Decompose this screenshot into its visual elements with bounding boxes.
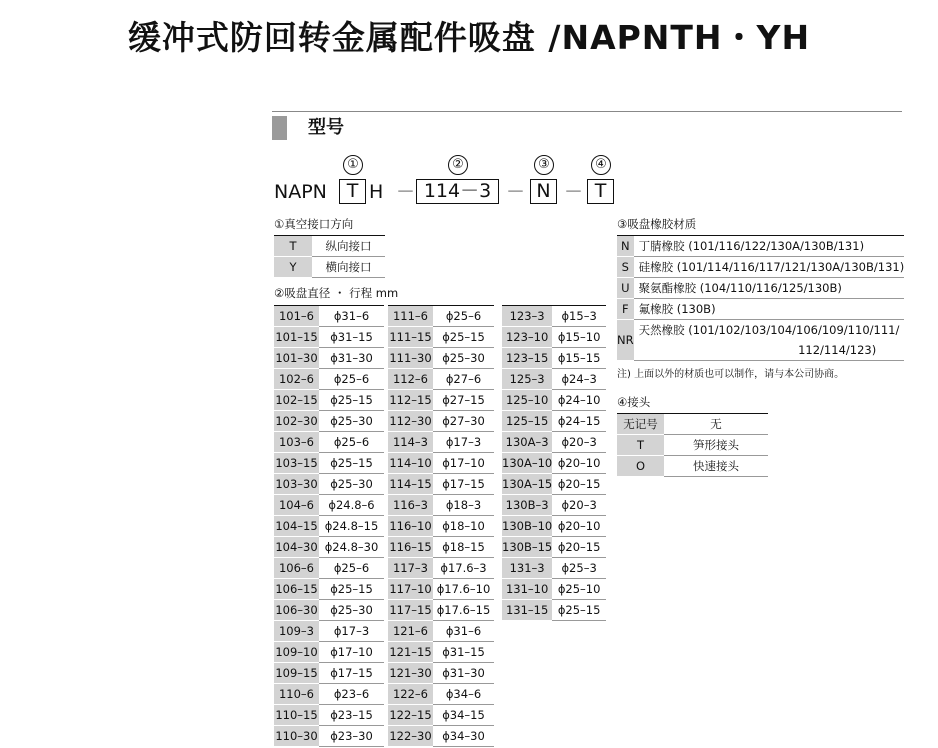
diameter-stroke-value: ϕ25–6 bbox=[319, 558, 384, 579]
diameter-table-col1 bbox=[274, 305, 384, 747]
diameter-stroke-value: ϕ31–6 bbox=[433, 621, 494, 642]
table-row bbox=[617, 236, 904, 257]
model-size-code: 130A–10 bbox=[502, 453, 552, 474]
table-row bbox=[502, 411, 606, 432]
table-row bbox=[617, 414, 768, 435]
model-size-code: 102–6 bbox=[274, 369, 319, 390]
table-row bbox=[274, 558, 384, 579]
diameter-stroke-value: ϕ17.6–3 bbox=[433, 558, 494, 579]
diameter-stroke-value: ϕ25–30 bbox=[433, 348, 494, 369]
model-size-code: 125–15 bbox=[502, 411, 552, 432]
table-row bbox=[388, 474, 494, 495]
table-row bbox=[388, 684, 494, 705]
table-row bbox=[502, 516, 606, 537]
connector-code: 无记号 bbox=[617, 414, 664, 435]
rubber-code: NR bbox=[617, 320, 634, 361]
table-row bbox=[502, 369, 606, 390]
model-size-code: 114–3 bbox=[388, 432, 433, 453]
model-size-code: 123–15 bbox=[502, 348, 552, 369]
diameter-stroke-value: ϕ17.6–10 bbox=[433, 579, 494, 600]
table-row bbox=[388, 306, 494, 327]
diameter-stroke-value: ϕ20–3 bbox=[552, 432, 606, 453]
table-row bbox=[617, 278, 904, 299]
diameter-stroke-value: ϕ24–3 bbox=[552, 369, 606, 390]
diameter-stroke-value: ϕ25–10 bbox=[552, 579, 606, 600]
code-dash-2: － bbox=[506, 181, 526, 203]
table-row bbox=[617, 299, 904, 320]
code-box-size: 114－3 bbox=[416, 179, 499, 204]
model-size-code: 109–10 bbox=[274, 642, 319, 663]
port-desc: 纵向接口 bbox=[312, 236, 385, 257]
table-row bbox=[502, 558, 606, 579]
diameter-stroke-value: ϕ23–30 bbox=[319, 726, 384, 747]
diameter-stroke-value: ϕ24–10 bbox=[552, 390, 606, 411]
model-size-code: 101–15 bbox=[274, 327, 319, 348]
table-row bbox=[274, 453, 384, 474]
model-size-code: 131–15 bbox=[502, 600, 552, 621]
page-title: 缓冲式防回转金属配件吸盘 /NAPNTH・YH bbox=[127, 18, 811, 57]
model-size-code: 114–10 bbox=[388, 453, 433, 474]
table-row bbox=[274, 432, 384, 453]
diameter-stroke-value: ϕ20–10 bbox=[552, 516, 606, 537]
diameter-table-col3 bbox=[502, 305, 606, 621]
diameter-stroke-value: ϕ25–3 bbox=[552, 558, 606, 579]
table-row bbox=[274, 537, 384, 558]
diameter-stroke-value: ϕ15–10 bbox=[552, 327, 606, 348]
table-row bbox=[388, 705, 494, 726]
model-size-code: 106–30 bbox=[274, 600, 319, 621]
model-size-code: 103–15 bbox=[274, 453, 319, 474]
diameter-stroke-value: ϕ20–15 bbox=[552, 474, 606, 495]
table-row bbox=[502, 495, 606, 516]
rubber-desc-line2: 112/114/123) bbox=[798, 343, 877, 357]
port-code: T bbox=[274, 236, 312, 257]
rubber-code: F bbox=[617, 299, 634, 320]
code-box-connector: T bbox=[587, 179, 614, 204]
model-heading-label: 型号 bbox=[308, 117, 344, 138]
header-rule bbox=[272, 111, 902, 112]
diameter-stroke-value: ϕ34–15 bbox=[433, 705, 494, 726]
model-size-code: 117–15 bbox=[388, 600, 433, 621]
rubber-table bbox=[617, 235, 904, 361]
table-row bbox=[388, 600, 494, 621]
diameter-table-col2 bbox=[388, 305, 494, 747]
model-size-code: 114–15 bbox=[388, 474, 433, 495]
model-size-code: 123–3 bbox=[502, 306, 552, 327]
table-row bbox=[274, 236, 385, 257]
rubber-desc: 丁腈橡胶 (101/116/122/130A/130B/131) bbox=[634, 236, 905, 257]
table-row bbox=[274, 663, 384, 684]
diameter-stroke-value: ϕ18–10 bbox=[433, 516, 494, 537]
model-size-code: 130A–15 bbox=[502, 474, 552, 495]
table-row bbox=[388, 411, 494, 432]
table-row bbox=[502, 306, 606, 327]
table-row bbox=[274, 642, 384, 663]
code-dash-3: － bbox=[564, 181, 584, 203]
model-size-code: 116–3 bbox=[388, 495, 433, 516]
diameter-stroke-value: ϕ24.8–15 bbox=[319, 516, 384, 537]
diameter-stroke-value: ϕ17–15 bbox=[319, 663, 384, 684]
table-row bbox=[502, 453, 606, 474]
diameter-stroke-value: ϕ27–6 bbox=[433, 369, 494, 390]
diameter-stroke-value: ϕ31–30 bbox=[319, 348, 384, 369]
diameter-stroke-value: ϕ24.8–6 bbox=[319, 495, 384, 516]
port-code: Y bbox=[274, 257, 312, 278]
table-row bbox=[274, 600, 384, 621]
diameter-stroke-value: ϕ25–30 bbox=[319, 474, 384, 495]
marker-3: ③ bbox=[534, 155, 554, 175]
model-size-code: 122–6 bbox=[388, 684, 433, 705]
table-row bbox=[274, 390, 384, 411]
model-size-code: 111–30 bbox=[388, 348, 433, 369]
table-row bbox=[617, 435, 768, 456]
model-size-code: 117–3 bbox=[388, 558, 433, 579]
table-row bbox=[388, 495, 494, 516]
diameter-stroke-value: ϕ25–30 bbox=[319, 600, 384, 621]
diameter-stroke-value: ϕ34–30 bbox=[433, 726, 494, 747]
model-size-code: 130B–3 bbox=[502, 495, 552, 516]
model-size-code: 123–10 bbox=[502, 327, 552, 348]
model-size-code: 109–15 bbox=[274, 663, 319, 684]
model-size-code: 102–15 bbox=[274, 390, 319, 411]
rubber-code: U bbox=[617, 278, 634, 299]
diameter-stroke-value: ϕ23–6 bbox=[319, 684, 384, 705]
table-row bbox=[388, 642, 494, 663]
diameter-stroke-value: ϕ20–15 bbox=[552, 537, 606, 558]
diameter-stroke-value: ϕ27–15 bbox=[433, 390, 494, 411]
model-size-code: 122–30 bbox=[388, 726, 433, 747]
model-size-code: 130A–3 bbox=[502, 432, 552, 453]
heading-bar bbox=[272, 116, 287, 140]
code-box-rubber: N bbox=[530, 179, 557, 204]
table-row bbox=[274, 327, 384, 348]
table-row bbox=[617, 257, 904, 278]
code-box-port: T bbox=[339, 179, 366, 204]
diameter-stroke-value: ϕ25–15 bbox=[319, 390, 384, 411]
rubber-code: S bbox=[617, 257, 634, 278]
model-size-code: 104–6 bbox=[274, 495, 319, 516]
model-size-code: 103–6 bbox=[274, 432, 319, 453]
diameter-stroke-value: ϕ31–15 bbox=[319, 327, 384, 348]
diameter-stroke-value: ϕ18–3 bbox=[433, 495, 494, 516]
model-size-code: 125–3 bbox=[502, 369, 552, 390]
table-row bbox=[388, 579, 494, 600]
diameter-stroke-value: ϕ17–3 bbox=[433, 432, 494, 453]
diameter-stroke-value: ϕ31–15 bbox=[433, 642, 494, 663]
table-row bbox=[388, 348, 494, 369]
model-size-code: 131–10 bbox=[502, 579, 552, 600]
model-size-code: 112–6 bbox=[388, 369, 433, 390]
model-size-code: 106–6 bbox=[274, 558, 319, 579]
diameter-stroke-value: ϕ27–30 bbox=[433, 411, 494, 432]
vacuum-port-table bbox=[274, 235, 385, 278]
diameter-stroke-value: ϕ15–15 bbox=[552, 348, 606, 369]
vacuum-port-title: ①真空接口方向 bbox=[274, 217, 354, 231]
model-size-code: 109–3 bbox=[274, 621, 319, 642]
port-desc: 横向接口 bbox=[312, 257, 385, 278]
table-row bbox=[388, 327, 494, 348]
diameter-stroke-value: ϕ24.8–30 bbox=[319, 537, 384, 558]
table-row bbox=[274, 705, 384, 726]
diameter-stroke-value: ϕ15–3 bbox=[552, 306, 606, 327]
diameter-stroke-value: ϕ17–10 bbox=[433, 453, 494, 474]
connector-desc: 笋形接头 bbox=[664, 435, 768, 456]
model-size-code: 101–30 bbox=[274, 348, 319, 369]
rubber-desc-line1: 天然橡胶 (101/102/103/104/106/109/110/111/ bbox=[638, 323, 900, 337]
diameter-stroke-value: ϕ34–6 bbox=[433, 684, 494, 705]
diameter-stroke-value: ϕ25–15 bbox=[433, 327, 494, 348]
model-size-code: 104–30 bbox=[274, 537, 319, 558]
diameter-stroke-value: ϕ17–10 bbox=[319, 642, 384, 663]
table-row bbox=[617, 320, 904, 361]
model-size-code: 121–30 bbox=[388, 663, 433, 684]
table-row bbox=[502, 537, 606, 558]
model-size-code: 117–10 bbox=[388, 579, 433, 600]
code-middle: H bbox=[369, 181, 384, 203]
code-prefix: NAPN bbox=[274, 181, 327, 203]
diameter-stroke-value: ϕ25–15 bbox=[552, 600, 606, 621]
model-size-code: 116–10 bbox=[388, 516, 433, 537]
diameter-stroke-value: ϕ24–15 bbox=[552, 411, 606, 432]
model-size-code: 111–6 bbox=[388, 306, 433, 327]
table-row bbox=[274, 411, 384, 432]
model-size-code: 110–30 bbox=[274, 726, 319, 747]
model-size-code: 111–15 bbox=[388, 327, 433, 348]
table-row bbox=[274, 684, 384, 705]
model-size-code: 131–3 bbox=[502, 558, 552, 579]
model-size-code: 101–6 bbox=[274, 306, 319, 327]
model-size-code: 102–30 bbox=[274, 411, 319, 432]
table-row bbox=[388, 369, 494, 390]
rubber-desc bbox=[634, 320, 905, 361]
marker-2: ② bbox=[448, 155, 468, 175]
model-size-code: 110–6 bbox=[274, 684, 319, 705]
connector-title: ④接头 bbox=[617, 395, 651, 409]
table-row bbox=[502, 327, 606, 348]
diameter-stroke-value: ϕ23–15 bbox=[319, 705, 384, 726]
diameter-stroke-value: ϕ18–15 bbox=[433, 537, 494, 558]
model-size-code: 121–15 bbox=[388, 642, 433, 663]
diameter-stroke-value: ϕ25–15 bbox=[319, 453, 384, 474]
marker-1: ① bbox=[343, 155, 363, 175]
table-row bbox=[388, 663, 494, 684]
rubber-title: ③吸盘橡胶材质 bbox=[617, 217, 697, 231]
rubber-note: 注) 上面以外的材质也可以制作，请与本公司协商。 bbox=[617, 369, 845, 380]
rubber-desc: 聚氨酯橡胶 (104/110/116/125/130B) bbox=[634, 278, 905, 299]
diameter-stroke-value: ϕ25–6 bbox=[433, 306, 494, 327]
table-row bbox=[274, 621, 384, 642]
rubber-desc: 硅橡胶 (101/114/116/117/121/130A/130B/131) bbox=[634, 257, 905, 278]
table-row bbox=[274, 306, 384, 327]
table-row bbox=[502, 348, 606, 369]
code-dash-1: － bbox=[396, 181, 416, 203]
table-row bbox=[388, 453, 494, 474]
model-size-code: 125–10 bbox=[502, 390, 552, 411]
diameter-stroke-value: ϕ20–3 bbox=[552, 495, 606, 516]
model-size-code: 122–15 bbox=[388, 705, 433, 726]
table-row bbox=[388, 432, 494, 453]
table-row bbox=[274, 474, 384, 495]
table-row bbox=[502, 474, 606, 495]
model-size-code: 121–6 bbox=[388, 621, 433, 642]
diameter-stroke-value: ϕ17–15 bbox=[433, 474, 494, 495]
table-row bbox=[502, 600, 606, 621]
diameter-stroke-value: ϕ25–6 bbox=[319, 432, 384, 453]
model-size-code: 130B–15 bbox=[502, 537, 552, 558]
connector-table bbox=[617, 413, 768, 477]
table-row bbox=[388, 537, 494, 558]
model-size-code: 116–15 bbox=[388, 537, 433, 558]
table-row bbox=[617, 456, 768, 477]
rubber-desc: 氟橡胶 (130B) bbox=[634, 299, 905, 320]
rubber-code: N bbox=[617, 236, 634, 257]
model-size-code: 103–30 bbox=[274, 474, 319, 495]
diameter-stroke-value: ϕ25–6 bbox=[319, 369, 384, 390]
table-row bbox=[388, 558, 494, 579]
table-row bbox=[388, 390, 494, 411]
connector-code: O bbox=[617, 456, 664, 477]
model-size-code: 112–15 bbox=[388, 390, 433, 411]
model-size-code: 112–30 bbox=[388, 411, 433, 432]
table-row bbox=[388, 621, 494, 642]
table-row bbox=[274, 369, 384, 390]
table-row bbox=[502, 390, 606, 411]
table-row bbox=[502, 579, 606, 600]
table-row bbox=[502, 432, 606, 453]
table-row bbox=[388, 726, 494, 747]
table-row bbox=[274, 516, 384, 537]
model-size-code: 130B–10 bbox=[502, 516, 552, 537]
table-row bbox=[274, 257, 385, 278]
model-size-code: 104–15 bbox=[274, 516, 319, 537]
diameter-stroke-value: ϕ31–30 bbox=[433, 663, 494, 684]
connector-desc: 无 bbox=[664, 414, 768, 435]
diameter-stroke-value: ϕ25–30 bbox=[319, 411, 384, 432]
table-row bbox=[274, 348, 384, 369]
table-row bbox=[274, 726, 384, 747]
diameter-stroke-value: ϕ20–10 bbox=[552, 453, 606, 474]
table-row bbox=[274, 495, 384, 516]
model-size-code: 106–15 bbox=[274, 579, 319, 600]
diameter-stroke-value: ϕ17–3 bbox=[319, 621, 384, 642]
diameter-stroke-value: ϕ17.6–15 bbox=[433, 600, 494, 621]
connector-desc: 快速接头 bbox=[664, 456, 768, 477]
diameter-stroke-title: ②吸盘直径 ・ 行程 mm bbox=[274, 286, 399, 300]
diameter-stroke-value: ϕ31–6 bbox=[319, 306, 384, 327]
table-row bbox=[388, 516, 494, 537]
connector-code: T bbox=[617, 435, 664, 456]
table-row bbox=[274, 579, 384, 600]
marker-4: ④ bbox=[591, 155, 611, 175]
diameter-stroke-value: ϕ25–15 bbox=[319, 579, 384, 600]
model-size-code: 110–15 bbox=[274, 705, 319, 726]
